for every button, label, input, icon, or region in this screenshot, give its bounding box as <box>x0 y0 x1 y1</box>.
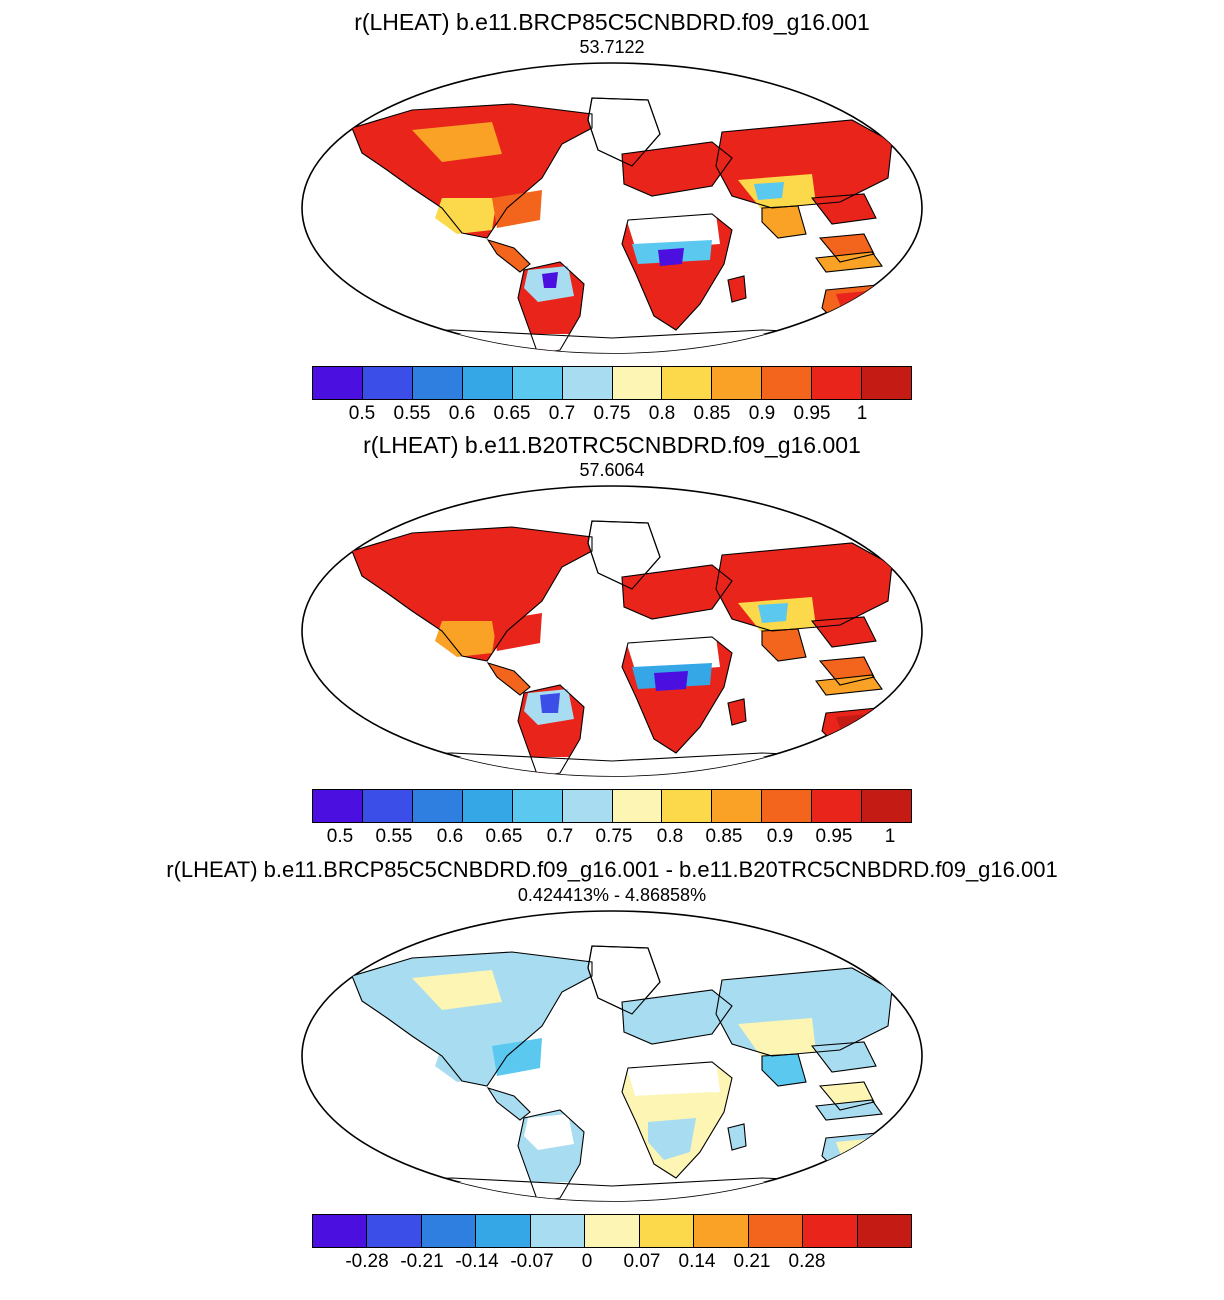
colorbar-tick-label: 0.28 <box>788 1251 826 1272</box>
panel-2-subtitle: 57.6064 <box>579 460 645 480</box>
colorbar-swatch <box>749 1215 803 1247</box>
colorbar-swatch <box>422 1215 476 1247</box>
region-caspian <box>754 182 784 200</box>
region-australia-interior <box>836 290 884 316</box>
colorbar-3-swatches <box>312 1214 912 1248</box>
world-map-svg-1 <box>292 58 932 358</box>
colorbar-swatch <box>694 1215 748 1247</box>
region-australia-interior <box>836 1138 884 1164</box>
region-caspian <box>758 603 788 623</box>
colorbar-swatch <box>463 790 513 822</box>
region-amazon-core <box>540 693 560 713</box>
colorbar-tick-label: 0.5 <box>348 403 376 424</box>
colorbar-tick-label: 0.95 <box>815 826 853 847</box>
panel-2-colorbar <box>312 789 912 851</box>
map-panel-1 <box>0 0 1224 425</box>
colorbar-swatch <box>662 367 712 399</box>
colorbar-swatch <box>812 367 862 399</box>
colorbar-swatch <box>762 790 812 822</box>
region-new-zealand <box>900 1168 918 1188</box>
panel-3-colorbar <box>312 1214 912 1276</box>
colorbar-tick-label: -0.28 <box>345 1251 389 1272</box>
colorbar-tick-label: 0.6 <box>436 826 464 847</box>
colorbar-swatch <box>413 367 463 399</box>
colorbar-2-swatches <box>312 789 912 823</box>
region-australia-interior <box>836 713 884 739</box>
region-new-zealand <box>900 743 918 763</box>
colorbar-tick-label: 0.21 <box>733 1251 771 1272</box>
colorbar-tick-label: 0.95 <box>793 403 831 424</box>
colorbar-swatch <box>803 1215 857 1247</box>
colorbar-swatch <box>363 790 413 822</box>
colorbar-3-labels <box>312 1250 912 1276</box>
colorbar-tick-label: 0.9 <box>766 826 794 847</box>
colorbar-tick-label: -0.07 <box>510 1251 554 1272</box>
colorbar-swatch <box>563 367 613 399</box>
world-map-svg-2 <box>292 481 932 781</box>
map-panel-2 <box>0 425 1224 850</box>
colorbar-tick-label: -0.21 <box>400 1251 444 1272</box>
colorbar-tick-label: 0.85 <box>705 826 743 847</box>
colorbar-tick-label: 0.65 <box>485 826 523 847</box>
colorbar-swatch <box>662 790 712 822</box>
colorbar-swatch <box>762 367 812 399</box>
panel-1-subtitle: 53.7122 <box>579 37 645 57</box>
colorbar-swatch <box>862 790 911 822</box>
panel-2-title: r(LHEAT) b.e11.B20TRC5CNBDRD.f09_g16.001 <box>363 432 861 458</box>
colorbar-tick-label: 0.5 <box>326 826 354 847</box>
world-map-svg-3 <box>292 906 932 1206</box>
colorbar-1-swatches <box>312 366 912 400</box>
colorbar-swatch <box>313 1215 367 1247</box>
region-central-africa <box>658 248 684 266</box>
colorbar-swatch <box>531 1215 585 1247</box>
colorbar-tick-label: 0.55 <box>375 826 413 847</box>
colorbar-tick-label: 1 <box>884 826 896 847</box>
colorbar-swatch <box>313 790 363 822</box>
region-central-africa <box>654 671 688 691</box>
colorbar-tick-label: 0.6 <box>448 403 476 424</box>
panel-1-map <box>292 58 932 358</box>
region-antarctica <box>312 1182 912 1202</box>
region-sahel <box>632 1092 712 1116</box>
colorbar-tick-label: 0.9 <box>748 403 776 424</box>
region-amazon-core <box>542 272 558 288</box>
region-australia <box>822 1132 902 1178</box>
panel-3-subtitle: 0.424413% - 4.86858% <box>517 885 707 905</box>
panel-3-map <box>292 906 932 1206</box>
colorbar-tick-label: 0.85 <box>693 403 731 424</box>
colorbar-tick-label: 0.75 <box>593 403 631 424</box>
region-australia <box>822 284 902 330</box>
colorbar-tick-label: 0.7 <box>548 403 576 424</box>
colorbar-swatch <box>513 790 563 822</box>
colorbar-swatch <box>640 1215 694 1247</box>
colorbar-2-labels <box>312 825 912 851</box>
colorbar-tick-label: 0.55 <box>393 403 431 424</box>
region-australia <box>822 707 902 753</box>
panel-1-title: r(LHEAT) b.e11.BRCP85C5CNBDRD.f09_g16.001 <box>354 9 870 35</box>
colorbar-swatch <box>712 367 762 399</box>
panel-1-colorbar <box>312 366 912 428</box>
colorbar-tick-label: 0.14 <box>678 1251 716 1272</box>
panel-3-title: r(LHEAT) b.e11.BRCP85C5CNBDRD.f09_g16.001 - b.e11.B20TRC5CNBDRD.f09_g16.001 <box>166 857 1058 882</box>
map-panel-3 <box>0 850 1224 1290</box>
colorbar-swatch <box>812 790 862 822</box>
colorbar-tick-label: 0.8 <box>656 826 684 847</box>
colorbar-swatch <box>313 367 363 399</box>
region-new-zealand <box>900 320 918 340</box>
colorbar-tick-label: 0.7 <box>546 826 574 847</box>
colorbar-tick-label: 0.8 <box>648 403 676 424</box>
colorbar-swatch <box>513 367 563 399</box>
colorbar-tick-label: 0.07 <box>623 1251 661 1272</box>
region-antarctica <box>312 757 912 777</box>
colorbar-swatch <box>712 790 762 822</box>
colorbar-swatch <box>613 790 663 822</box>
colorbar-swatch <box>585 1215 639 1247</box>
panel-2-map <box>292 481 932 781</box>
colorbar-swatch <box>363 367 413 399</box>
region-antarctica <box>312 334 912 354</box>
colorbar-swatch <box>858 1215 911 1247</box>
colorbar-tick-label: 0.75 <box>595 826 633 847</box>
colorbar-swatch <box>563 790 613 822</box>
colorbar-swatch <box>476 1215 530 1247</box>
colorbar-swatch <box>413 790 463 822</box>
colorbar-tick-label: 0.65 <box>493 403 531 424</box>
colorbar-tick-label: 0 <box>581 1251 593 1272</box>
colorbar-swatch <box>613 367 663 399</box>
colorbar-tick-label: 1 <box>856 403 868 424</box>
colorbar-swatch <box>367 1215 421 1247</box>
colorbar-swatch <box>463 367 513 399</box>
colorbar-swatch <box>862 367 911 399</box>
colorbar-tick-label: -0.14 <box>455 1251 499 1272</box>
